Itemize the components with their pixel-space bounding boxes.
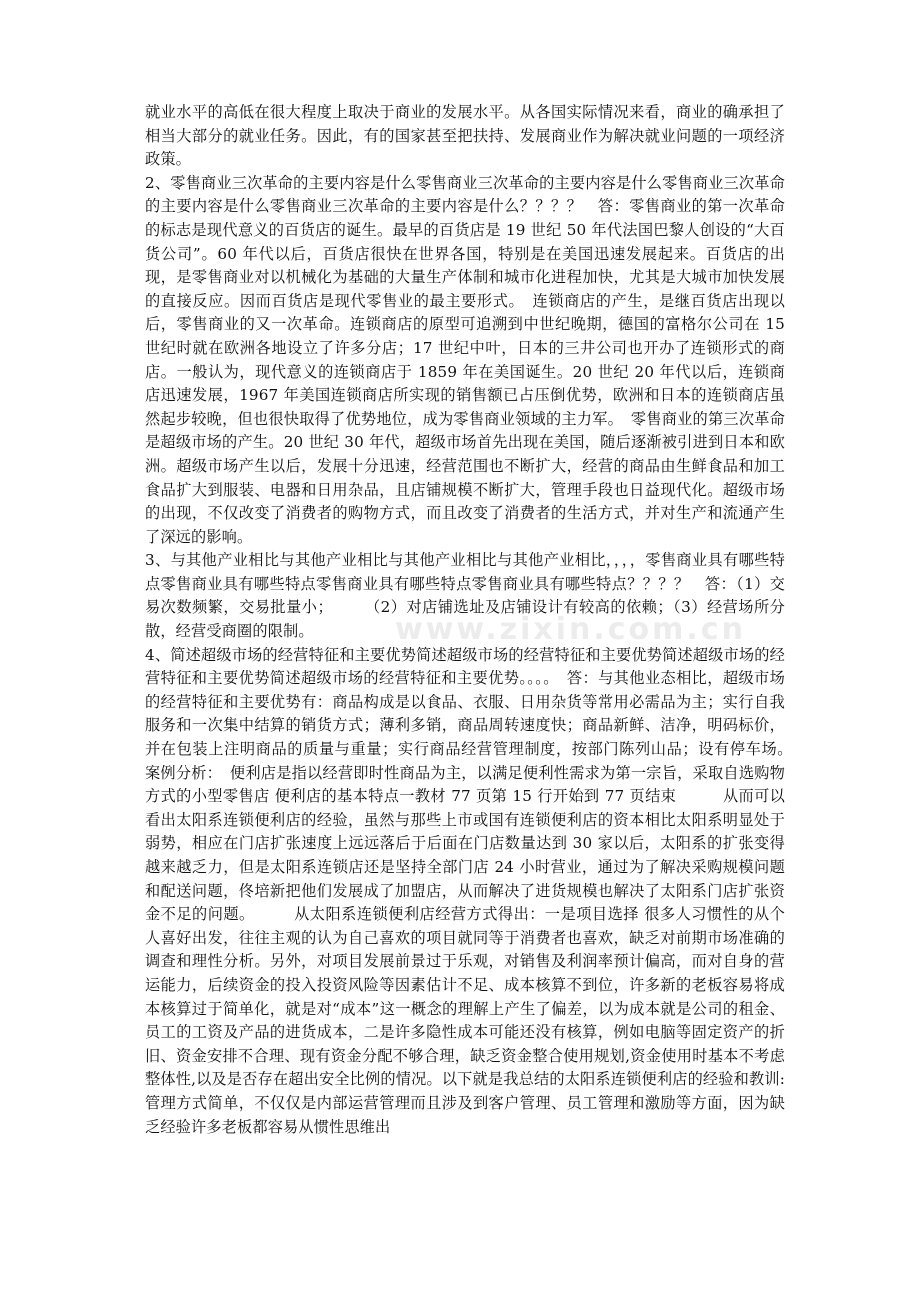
paragraph-supermarket-case: 4、简述超级市场的经营特征和主要优势简述超级市场的经营特征和主要优势简述超级市场的经营特征和主要优势简述超级市场的经营特征和主要优势。。。。 答：与其他业态相比，超级市场的经营特征和主要优势有：商品构成是以食品、衣服、日用杂货等常用必需品为主；实行自我服务和一次集中结算的销货方式；薄利多销，商品周转速度快；商品新鲜、洁净，明码标价，并在包装上注明商品的质量与重量；实行商品经营管理制度，按部门陈列山品；设有停车场。 案例分析： 便利店是指以经营即时性商品为主，以满足便利性需求为第一宗旨，采取自选购物方式的小型零售店 便利店的基本特点一教材 77 页第 15 行开始到 77 页结束 从而可以看出太阳系连锁便利店的经验，虽然与那些上市或国有连锁便利店的资本相比太阳系明显处于弱势，相应在门店扩张速度上远远落后于后面在门店数量达到 30 家以后，太阳系的扩张变得越来越乏力，但是太阳系连锁店还是坚持全部门店 24 小时营业，通过为了解决采购规模问题和配送问题，佟培新把他们发展成了加盟店，从而解决了进货规模也解决了太阳系门店扩张资金不足的问题。 从太阳系连锁便利店经营方式得出：一是项目选择 很多人习惯性的从个人喜好出发，往往主观的认为自己喜欢的项目就同等于消费者也喜欢，缺乏对前期市场准确的调查和理性分析。另外，对项目发展前景过于乐观，对销售及利润率预计偏高，而对自身的营运能力，后续资金的投入投资风险等因素估计不足、成本核算不到位，许多新的老板容易将成本核算过于简单化，就是对“成本”这一概念的理解上产生了偏差，以为成本就是公司的租金、员工的工资及产品的进货成本，二是许多隐性成本可能还没有核算，例如电脑等固定资产的折旧、资金安排不合理、现有资金分配不够合理，缺乏资金整合使用规划,资金使用时基本不考虑整体性,以及是否存在超出安全比例的情况。以下就是我总结的太阳系连锁便利店的经验和教训: 管理方式简单，不仅仅是内部运营管理而且涉及到客户管理、员工管理和激励等方面，因为缺乏经验许多老板都容易从惯性思维出 bbox=[145, 645, 801, 1136]
document-body bbox=[145, 101, 801, 1139]
paragraph-retail-characteristics: 3、与其他产业相比与其他产业相比与其他产业相比与其他产业相比，，，，零售商业具有哪些特点零售商业具有哪些特点零售商业具有哪些特点零售商业具有哪些特点？？？？ 答：（1）交易次数频繁，交易批量小； （2）对店铺选址及店铺设计有较高的依赖；（3）经营场所分散，经营受商圈的限制。 bbox=[145, 551, 785, 641]
paragraph-retail-revolutions: 2、零售商业三次革命的主要内容是什么零售商业三次革命的主要内容是什么零售商业三次革命的主要内容是什么零售商业三次革命的主要内容是什么？？？？ 答：零售商业的第一次革命的标志是现代意义的百货店的诞生。最早的百货店是 19 世纪 50 年代法国巴黎人创设的“大百货公司”。60 年代以后，百货店很快在世界各国，特别是在美国迅速发展起来。百货店的出现，是零售商业对以机械化为基础的大量生产体制和城市化进程加快，尤其是大城市加快发展的直接反应。因而百货店是现代零售业的最主要形式。 连锁商店的产生，是继百货店出现以后，零售商业的又一次革命。连锁商店的原型可追溯到中世纪晚期，德国的富格尔公司在 15 世纪时就在欧洲各地设立了许多分店；17 世纪中叶，日本的三井公司也开办了连锁形式的商店。一般认为，现代意义的连锁商店于 1859 年在美国诞生。20 世纪 20 年代以后，连锁商店迅速发展，1967 年美国连锁商店所实现的销售额已占压倒优势，欧洲和日本的连锁商店虽然起步较晚，但也很快取得了优势地位，成为零售商业领域的主力军。 零售商业的第三次革命是超级市场的产生。20 世纪 30 年代，超级市场首先出现在美国，随后逐渐被引进到日本和欧洲。超级市场产生以后，发展十分迅速，经营范围也不断扩大，经营的商品由生鲜食品和加工食品扩大到服装、电器和日用杂品，且店铺规模不断扩大，管理手段也日益现代化。超级市场的出现，不仅改变了消费者的购物方式，而且改变了消费者的生活方式，并对生产和流通产生了深远的影响。 bbox=[145, 173, 785, 546]
watermark-text: www.zixin.com.cn bbox=[395, 612, 746, 647]
paragraph-employment: 就业水平的高低在很大程度上取决于商业的发展水平。从各国实际情况来看，商业的确承担了相当大部分的就业任务。因此，有的国家甚至把扶持、发展商业作为解决就业问题的一项经济政策。 bbox=[145, 103, 785, 169]
